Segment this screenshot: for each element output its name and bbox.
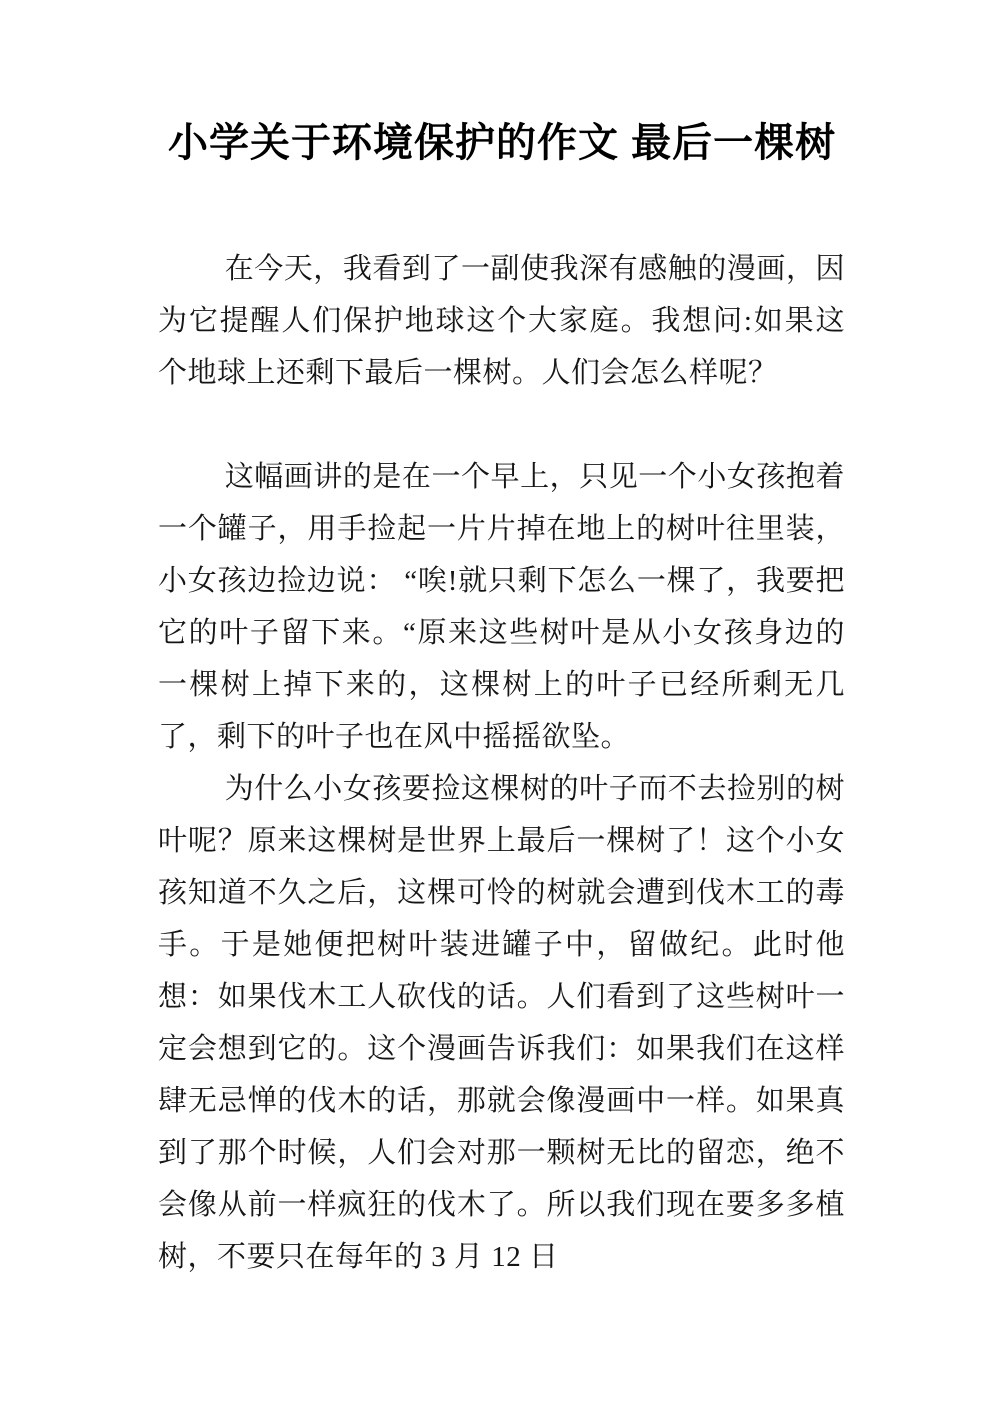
page-title: 小学关于环境保护的作文 最后一棵树 <box>168 121 837 165</box>
paragraph: 为什么小女孩要捡这棵树的叶子而不去捡别的树叶呢？原来这棵树是世界上最后一棵树了！这个小女孩知道不久之后，这棵可怜的树就会遭到伐木工的毒手。于是她便把树叶装进罐子中，留做纪。此时他想：如果伐木工人砍伐的话。人们看到了这些树叶一定会想到它的。这个漫画告诉我们：如果我们在这样肆无忌惮的伐木的话，那就会像漫画中一样。如果真到了那个时候，人们会对那一颗树无比的留恋，绝不会像从前一样疯狂的伐木了。所以我们现在要多多植树，不要只在每年的 3 月 12 日 <box>158 773 845 1273</box>
paragraph: 这幅画讲的是在一个早上，只见一个小女孩抱着一个罐子，用手捡起一片片掉在地上的树叶往里装，小女孩边捡边说： “唉!就只剩下怎么一棵了，我要把它的叶子留下来。“原来这些树叶是从小女孩身边的一棵树上掉下来的，这棵树上的叶子已经所剩无几了，剩下的叶子也在风中摇摇欲坠。 <box>158 461 845 753</box>
paragraph: 在今天，我看到了一副使我深有感触的漫画，因为它提醒人们保护地球这个大家庭。我想问:如果这个地球上还剩下最后一棵树。人们会怎么样呢？ <box>158 253 845 389</box>
